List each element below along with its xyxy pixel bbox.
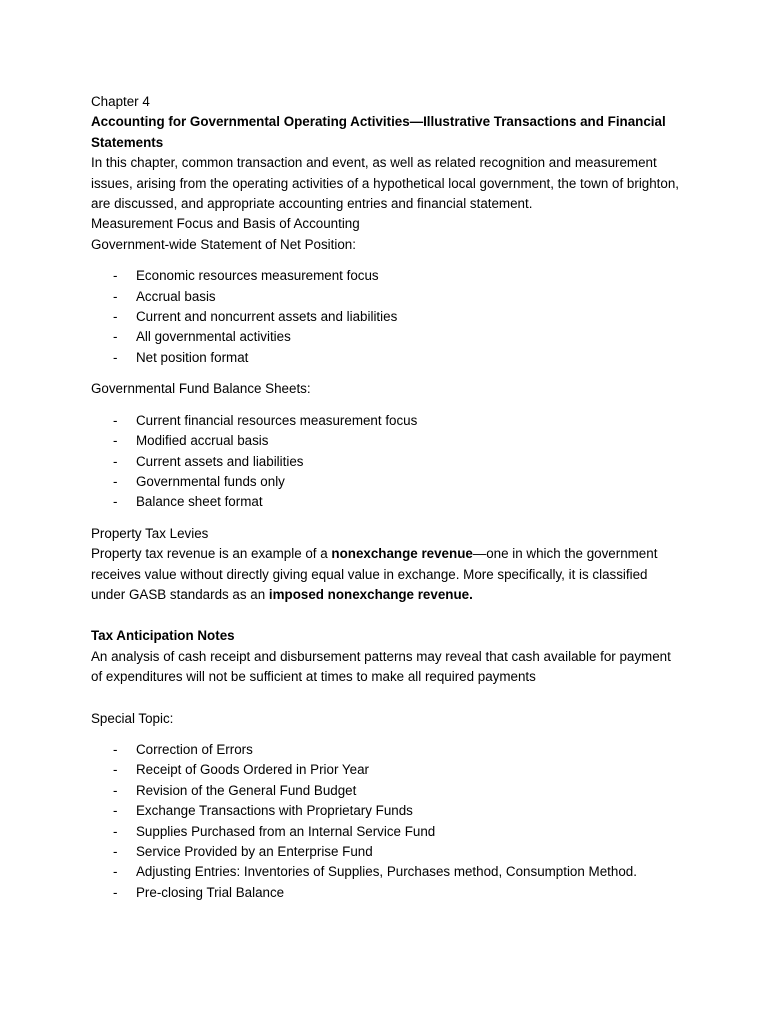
dash-mark: -	[113, 349, 118, 365]
dash-mark: -	[113, 268, 118, 284]
tan-paragraph: An analysis of cash receipt and disbursement patterns may reveal that cash available for payment of expenditures will not be sufficient at times to make all required payments	[91, 648, 671, 685]
list-item	[91, 411, 681, 431]
property-text-1: Property tax revenue is an example of a	[91, 546, 332, 562]
nonexchange-revenue-term: nonexchange revenue	[331, 546, 473, 562]
fund-heading: Governmental Fund Balance Sheets:	[91, 381, 311, 397]
list-item-text: Governmental funds only	[136, 473, 285, 489]
list-item-text: Net position format	[136, 349, 249, 365]
gw-list	[91, 266, 681, 368]
list-item-text: Balance sheet format	[136, 494, 263, 510]
list-item-text: Pre-closing Trial Balance	[136, 884, 285, 900]
list-item-text: Current financial resources measurement focus	[136, 412, 418, 428]
list-item	[91, 472, 681, 492]
list-item-text: Current assets and liabilities	[136, 453, 304, 469]
property-tax-heading: Property Tax Levies	[91, 525, 209, 541]
list-item	[91, 760, 681, 780]
dash-mark: -	[113, 453, 118, 469]
intro-paragraph: In this chapter, common transaction and event, as well as related recognition and measurement issues, arising from the operating activities of a hypothetical local government, the town of brighton, are discussed, and appropriate accounting entries and financial statement.	[91, 155, 680, 212]
list-item	[91, 842, 681, 862]
dash-mark: -	[113, 864, 118, 880]
chapter-label: Chapter 4	[91, 94, 150, 109]
list-item	[91, 862, 681, 882]
fund-list	[91, 411, 681, 513]
list-item	[91, 431, 681, 451]
list-item-text: Modified accrual basis	[136, 433, 269, 449]
dash-mark: -	[113, 329, 118, 345]
dash-mark: -	[113, 412, 118, 428]
special-topic-list	[91, 740, 681, 903]
list-item	[91, 781, 681, 801]
measurement-heading: Measurement Focus and Basis of Accounting	[91, 216, 360, 232]
property-text-2: —one in which the government receives value without directly giving equal value in exchange. More specifically, it is classified under GASB standards as an	[91, 546, 658, 602]
list-item	[91, 348, 681, 368]
dash-mark: -	[113, 288, 118, 304]
dash-mark: -	[113, 844, 118, 859]
list-item-text: Accrual basis	[136, 288, 216, 304]
list-item	[91, 492, 681, 512]
list-item-text: Supplies Purchased from an Internal Service Fund	[136, 823, 436, 839]
list-item	[91, 822, 681, 842]
imposed-nonexchange-term: imposed nonexchange revenue.	[268, 586, 473, 602]
dash-mark: -	[113, 803, 118, 819]
list-item-text: Economic resources measurement focus	[136, 268, 379, 284]
list-item-text: Receipt of Goods Ordered in Prior Year	[136, 762, 369, 778]
list-item	[91, 801, 681, 821]
list-item-text: Exchange Transactions with Proprietary Funds	[136, 803, 413, 819]
dash-mark: -	[113, 741, 118, 757]
list-item-text: Correction of Errors	[136, 741, 253, 757]
dash-mark: -	[113, 762, 118, 778]
list-item	[91, 287, 681, 307]
list-item	[91, 327, 681, 347]
list-item	[91, 452, 681, 472]
dash-mark: -	[113, 884, 118, 900]
tan-heading: Tax Anticipation Notes	[91, 628, 235, 644]
chapter-title: Accounting for Governmental Operating Activities—Illustrative Transactions and Financial Statements	[91, 114, 666, 150]
list-item-text: Service Provided by an Enterprise Fund	[136, 844, 373, 859]
dash-mark: -	[113, 473, 118, 489]
list-item-text: All governmental activities	[136, 329, 291, 345]
property-tax-paragraph	[91, 544, 681, 605]
list-item-text: Current and noncurrent assets and liabilities	[136, 309, 398, 325]
list-item	[91, 883, 681, 903]
dash-mark: -	[113, 782, 118, 798]
dash-mark: -	[113, 494, 118, 510]
special-topic-heading: Special Topic:	[91, 710, 174, 726]
list-item-text: Adjusting Entries: Inventories of Supplies, Purchases method, Consumption Method.	[136, 864, 637, 880]
list-item	[91, 307, 681, 327]
list-item	[91, 266, 681, 286]
dash-mark: -	[113, 823, 118, 839]
dash-mark: -	[113, 309, 118, 325]
list-item-text: Revision of the General Fund Budget	[136, 782, 357, 798]
dash-mark: -	[113, 433, 118, 449]
document-body	[91, 92, 681, 903]
gw-heading: Government-wide Statement of Net Position:	[91, 236, 356, 252]
list-item	[91, 740, 681, 760]
